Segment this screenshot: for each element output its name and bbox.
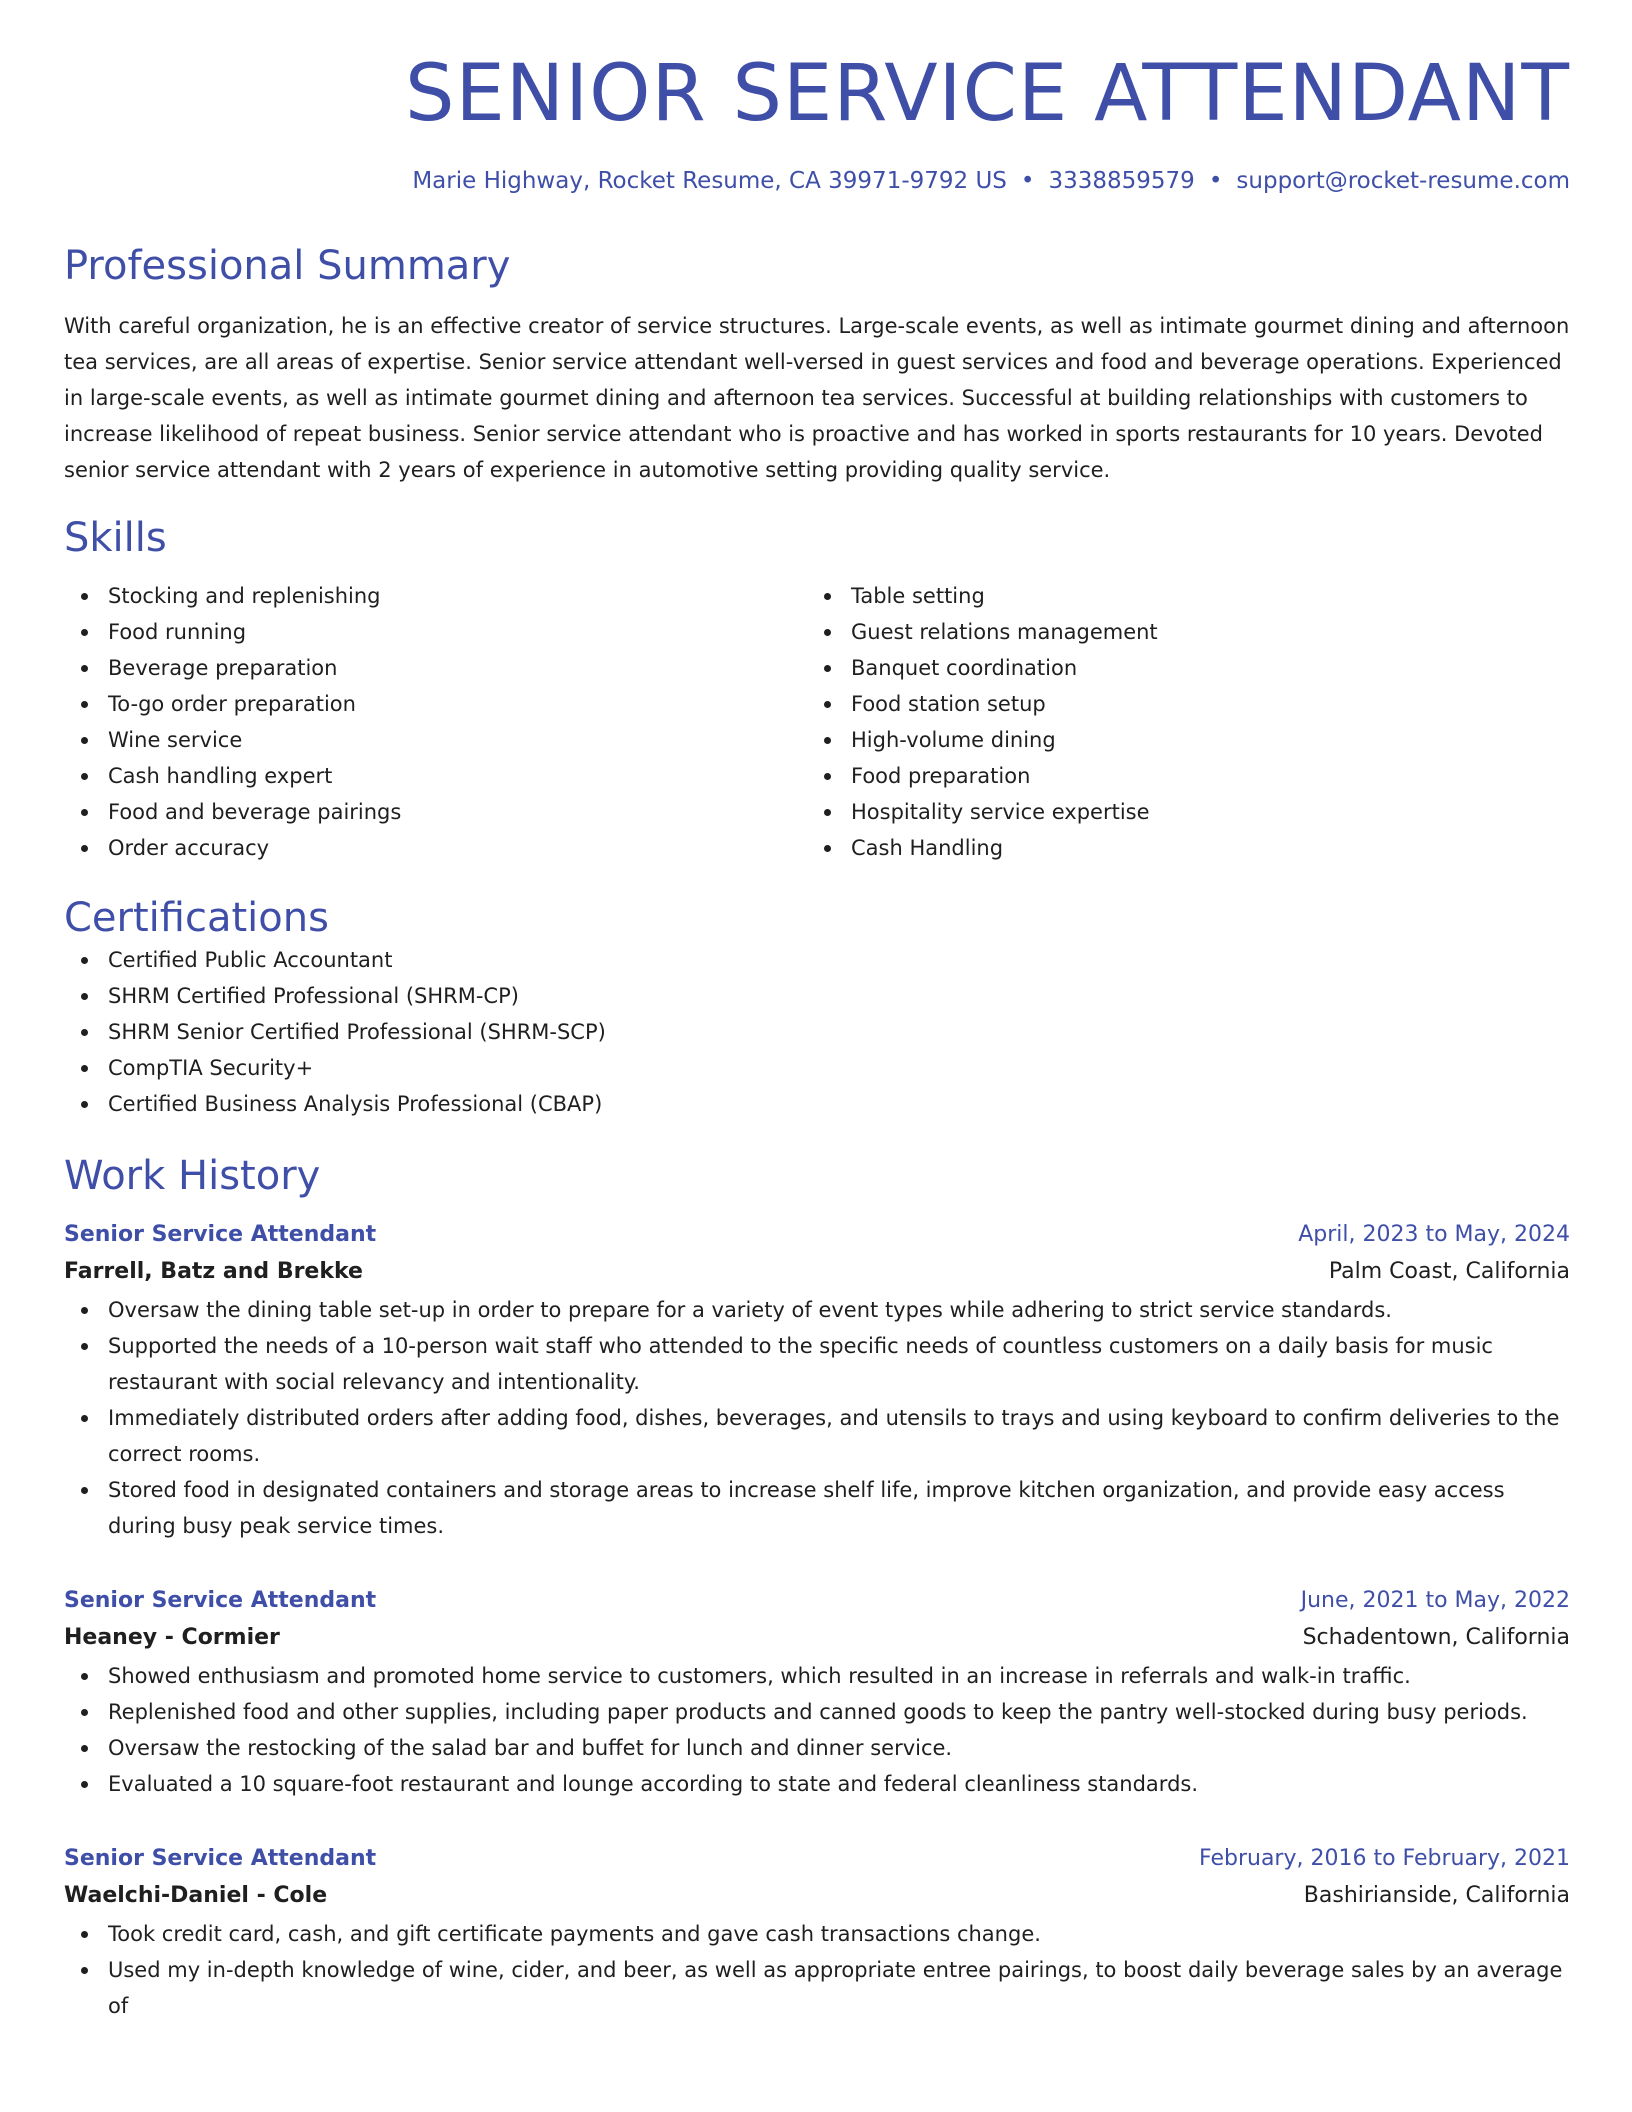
skill-item: Food running xyxy=(64,614,807,650)
skill-item: Cash handling expert xyxy=(64,758,807,794)
work-history-heading: Work History xyxy=(64,1152,321,1199)
skill-item: Food station setup xyxy=(807,686,1550,722)
job-duties xyxy=(64,1292,1570,1544)
job-company: Heaney - Cormier xyxy=(64,1624,280,1650)
job-duty-item: Used my in-depth knowledge of wine, cider, and beer, as well as appropriate entree pairings, to boost daily beverage sales by an average of xyxy=(64,1952,1570,2024)
resume-name: SENIOR SERVICE ATTENDANT xyxy=(404,49,1570,139)
job-entry xyxy=(64,1842,1570,2024)
job-duties xyxy=(64,1916,1570,2024)
summary-heading: Professional Summary xyxy=(64,242,511,289)
job-location: Palm Coast, California xyxy=(1328,1258,1570,1284)
skill-item: Food preparation xyxy=(807,758,1550,794)
job-duty-item: Showed enthusiasm and promoted home service to customers, which resulted in an increase in referrals and walk-in traffic. xyxy=(64,1658,1570,1694)
job-duty-item: Supported the needs of a 10-person wait staff who attended to the specific needs of countless customers on a daily basis for music restaurant with social relevancy and intentionality. xyxy=(64,1328,1570,1400)
contact-phone: 3338859579 xyxy=(1048,167,1195,194)
summary-text: With careful organization, he is an effective creator of service structures. Large-scale events, as well as intimate gourmet dining and afternoon tea services, are all areas of expertise. Senior service attendant well-versed in guest services and food and beverage operations. Experienced in large-scale events, as well as intimate gourmet dining and afternoon tea services. Successful at building relationships with customers to increase likelihood of repeat business. Senior service attendant who is proactive and has worked in sports restaurants for 10 years. Devoted senior service attendant with 2 years of experience in automotive setting providing quality service. xyxy=(64,313,1570,482)
skill-item: High-volume dining xyxy=(807,722,1550,758)
skill-item: Wine service xyxy=(64,722,807,758)
skills-list xyxy=(64,578,1570,866)
skill-item: Beverage preparation xyxy=(64,650,807,686)
job-duty-item: Stored food in designated containers and storage areas to increase shelf life, improve kitchen organization, and provide easy access during busy peak service times. xyxy=(64,1472,1570,1544)
job-company: Farrell, Batz and Brekke xyxy=(64,1258,363,1284)
skill-item: Stocking and replenishing xyxy=(64,578,807,614)
job-duty-item: Oversaw the dining table set-up in order to prepare for a variety of event types while adhering to strict service standards. xyxy=(64,1292,1570,1328)
certification-item: SHRM Certified Professional (SHRM-CP) xyxy=(64,978,1570,1014)
certifications-heading: Certifications xyxy=(64,894,329,941)
job-duties xyxy=(64,1658,1570,1802)
skill-item: Hospitality service expertise xyxy=(807,794,1550,830)
job-duty-item: Replenished food and other supplies, including paper products and canned goods to keep the pantry well-stocked during busy periods. xyxy=(64,1694,1570,1730)
certification-item: SHRM Senior Certified Professional (SHRM-SCP) xyxy=(64,1014,1570,1050)
skill-item: Table setting xyxy=(807,578,1550,614)
certifications-list xyxy=(64,942,1570,1122)
job-duty-item: Oversaw the restocking of the salad bar and buffet for lunch and dinner service. xyxy=(64,1730,1570,1766)
skill-item: Cash Handling xyxy=(807,830,1550,866)
job-location: Bashirianside, California xyxy=(1303,1882,1570,1908)
job-entry xyxy=(64,1218,1570,1544)
contact-separator: • xyxy=(1020,167,1035,194)
certification-item: CompTIA Security+ xyxy=(64,1050,1570,1086)
job-dates: June, 2021 to May, 2022 xyxy=(1300,1587,1570,1613)
contact-email: support@rocket-resume.com xyxy=(1236,167,1570,194)
job-duty-item: Evaluated a 10 square-foot restaurant and lounge according to state and federal cleanliness standards. xyxy=(64,1766,1570,1802)
contact-line xyxy=(64,168,1570,194)
job-title: Senior Service Attendant xyxy=(64,1587,377,1613)
skill-item: Food and beverage pairings xyxy=(64,794,807,830)
job-company: Waelchi-Daniel - Cole xyxy=(64,1882,328,1908)
job-location: Schadentown, California xyxy=(1302,1624,1570,1650)
certification-item: Certified Business Analysis Professional (CBAP) xyxy=(64,1086,1570,1122)
job-title: Senior Service Attendant xyxy=(64,1221,377,1247)
job-duty-item: Took credit card, cash, and gift certificate payments and gave cash transactions change. xyxy=(64,1916,1570,1952)
skills-column-left xyxy=(64,578,807,866)
skill-item: To-go order preparation xyxy=(64,686,807,722)
job-entry xyxy=(64,1584,1570,1802)
contact-address: Marie Highway, Rocket Resume, CA 39971-9792 US xyxy=(412,167,1007,194)
skills-column-right xyxy=(807,578,1550,866)
job-dates: February, 2016 to February, 2021 xyxy=(1199,1845,1570,1871)
job-dates: April, 2023 to May, 2024 xyxy=(1298,1221,1570,1247)
contact-separator: • xyxy=(1208,167,1223,194)
certification-item: Certified Public Accountant xyxy=(64,942,1570,978)
skill-item: Guest relations management xyxy=(807,614,1550,650)
job-title: Senior Service Attendant xyxy=(64,1845,377,1871)
resume-page xyxy=(64,0,1570,2024)
skill-item: Banquet coordination xyxy=(807,650,1550,686)
skills-heading: Skills xyxy=(64,514,167,561)
job-duty-item: Immediately distributed orders after adding food, dishes, beverages, and utensils to trays and using keyboard to confirm deliveries to the correct rooms. xyxy=(64,1400,1570,1472)
skill-item: Order accuracy xyxy=(64,830,807,866)
